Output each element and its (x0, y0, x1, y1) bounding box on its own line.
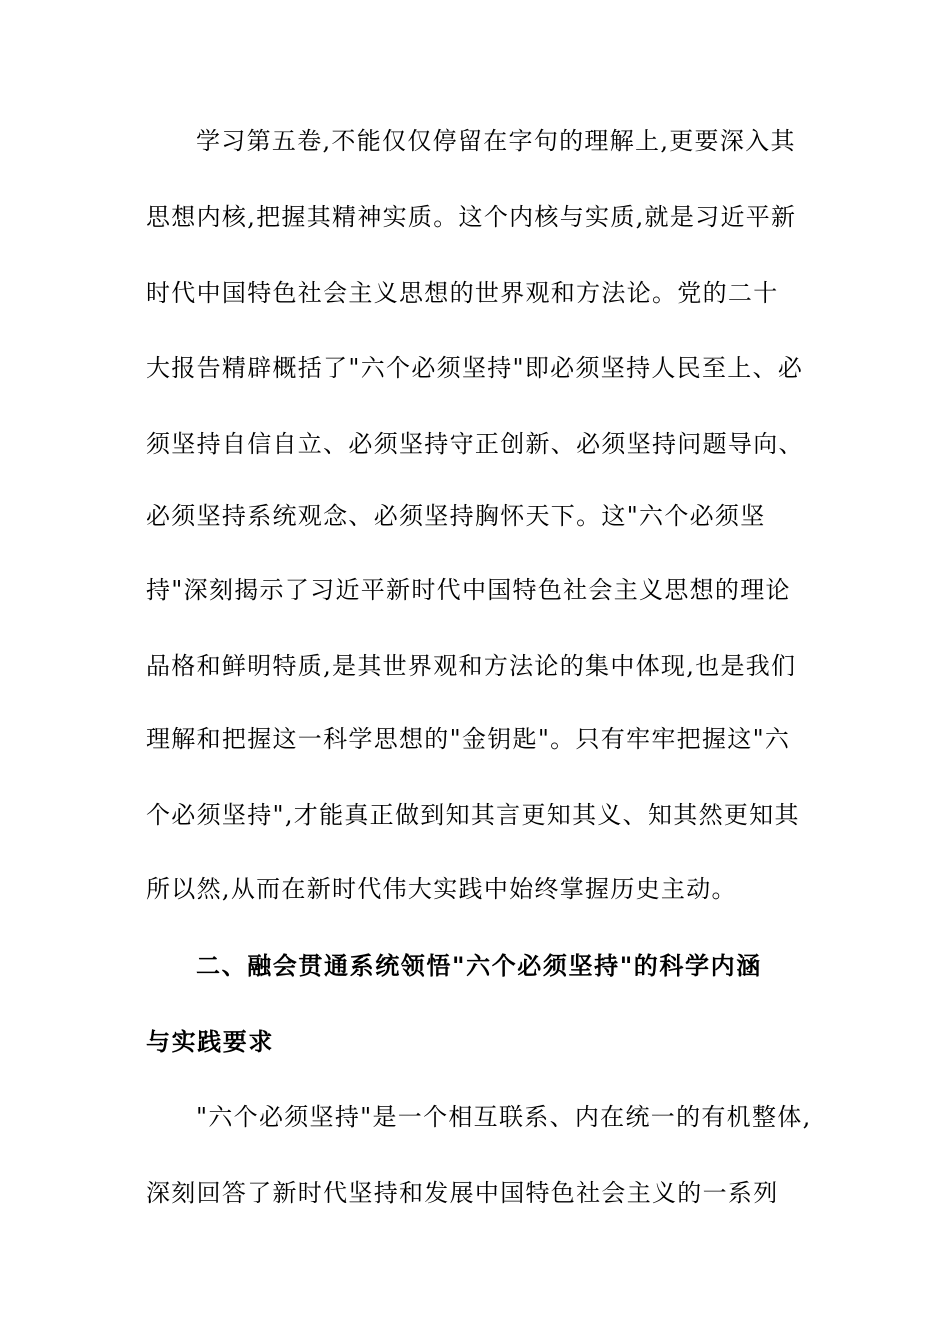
paragraph-1-line-9: 理解和把握这一科学思想的"金钥匙"。只有牢牢把握这"六 (146, 725, 791, 753)
paragraph-1-line-3: 时代中国特色社会主义思想的世界观和方法论。党的二十 (146, 279, 779, 307)
paragraph-1-line-1: 学习第五卷,不能仅仅停留在字句的理解上,更要深入其 (196, 127, 796, 155)
paragraph-1-line-2: 思想内核,把握其精神实质。这个内核与实质,就是习近平新 (146, 203, 797, 231)
paragraph-2-line-2: 深刻回答了新时代坚持和发展中国特色社会主义的一系列 (146, 1179, 779, 1207)
paragraph-1-line-5: 须坚持自信自立、必须坚持守正创新、必须坚持问题导向、 (146, 430, 804, 458)
paragraph-1-line-10: 个必须坚持",才能真正做到知其言更知其义、知其然更知其 (146, 801, 800, 829)
paragraph-1-line-7: 持"深刻揭示了习近平新时代中国特色社会主义思想的理论 (146, 576, 791, 604)
paragraph-1-line-8: 品格和鲜明特质,是其世界观和方法论的集中体现,也是我们 (146, 652, 797, 680)
section-heading-line-2: 与实践要求 (146, 1028, 274, 1056)
paragraph-2-line-1: "六个必须坚持"是一个相互联系、内在统一的有机整体, (196, 1103, 812, 1131)
paragraph-1-line-4: 大报告精辟概括了"六个必须坚持"即必须坚持人民至上、必 (146, 354, 804, 382)
paragraph-1-line-11: 所以然,从而在新时代伟大实践中始终掌握历史主动。 (146, 875, 737, 903)
section-heading-line-1: 二、融会贯通系统领悟"六个必须坚持"的科学内涵 (196, 952, 762, 980)
paragraph-1-line-6: 必须坚持系统观念、必须坚持胸怀天下。这"六个必须坚 (146, 502, 766, 530)
